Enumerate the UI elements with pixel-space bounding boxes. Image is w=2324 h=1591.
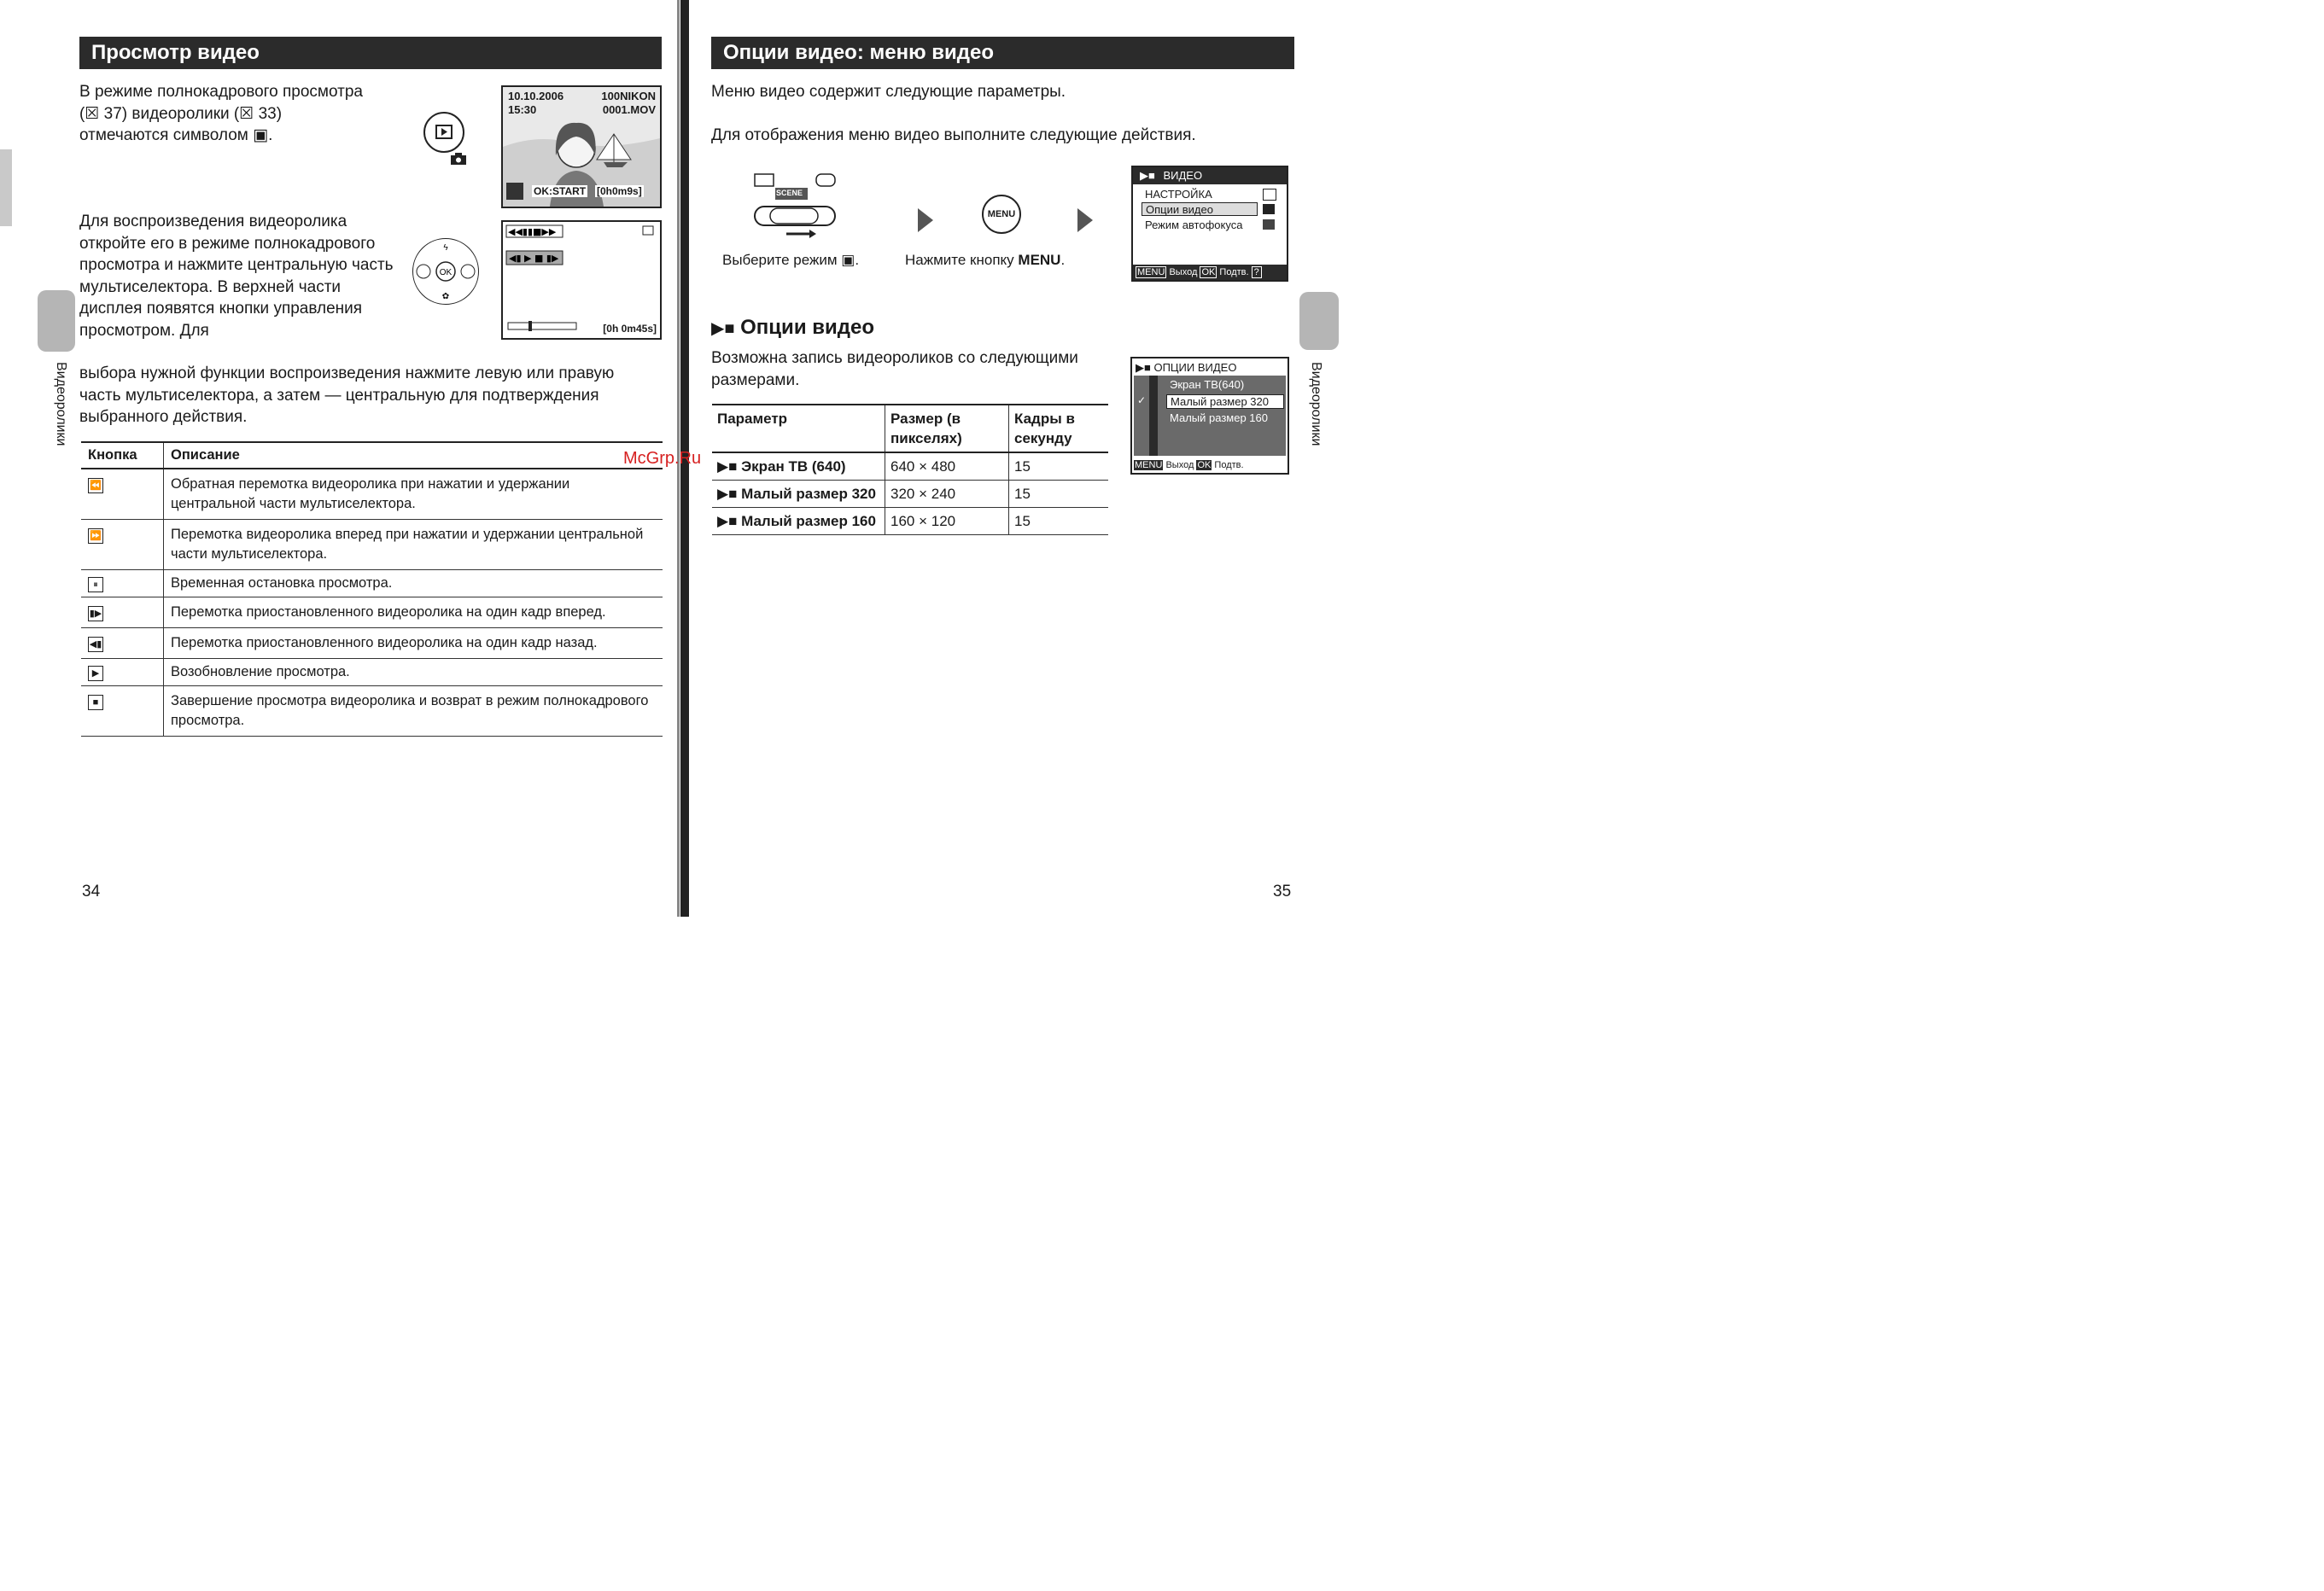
play-icon: ▶: [88, 666, 103, 681]
page-number-right: 35: [1273, 883, 1292, 900]
video-sizes-table: [712, 404, 1108, 535]
table-row: [81, 686, 663, 737]
step2-text: Нажмите кнопку: [905, 252, 1019, 268]
table-row: [712, 452, 1108, 481]
arrow-right-icon: [1076, 208, 1093, 236]
table-row: [81, 520, 663, 570]
rewind-icon: ⏪: [88, 478, 103, 493]
table-cell-fps: 15: [1009, 452, 1109, 481]
svg-text:ϟ: ϟ: [443, 243, 448, 253]
step2-caption: [905, 252, 1065, 269]
confirm-label: Подтв.: [1214, 460, 1244, 470]
lcd-date: 10.10.2006: [508, 90, 564, 102]
right-intro-1: Меню видео содержит следующие параметры.: [711, 83, 1066, 101]
menu2-title: ОПЦИИ ВИДЕО: [1153, 361, 1237, 374]
lcd-duration: [0h0m9s]: [597, 185, 642, 197]
table-cell-description: Перемотка приостановленного видеоролика на один кадр назад.: [164, 628, 663, 659]
menu1-title-bar: [1133, 167, 1287, 184]
movie-icon: ▶■: [1140, 169, 1155, 182]
stop-icon: ■: [88, 695, 103, 710]
table-row: [712, 508, 1108, 535]
menu2-item-small-320: Малый размер 320: [1166, 394, 1284, 409]
right-page-title: Опции видео: меню видео: [711, 37, 1294, 69]
lcd-fullframe-movie: [501, 85, 662, 208]
table-header-row: [81, 442, 663, 469]
table-cell-fps: 15: [1009, 508, 1109, 535]
table-header-description: Описание: [164, 442, 663, 469]
arrow-right-icon: [916, 208, 933, 236]
table-cell-description: Временная остановка просмотра.: [164, 570, 663, 597]
step2-menu-bold: MENU: [1018, 252, 1061, 268]
playback-controls-table: [81, 441, 663, 737]
confirm-label: Подтв.: [1219, 267, 1249, 277]
table-header-size: Размер (в пикселях): [885, 405, 1009, 452]
menu2-title-row: [1136, 361, 1236, 375]
frame-advance-icon: ▮▶: [88, 606, 103, 621]
lp-movie-icon: ▶■: [717, 513, 742, 529]
svg-text:✿: ✿: [441, 292, 450, 301]
fast-forward-icon: ⏩: [88, 528, 103, 544]
side-tab-right: [1299, 292, 1339, 350]
video-options-menu-screen: [1130, 357, 1289, 475]
side-label-left: Видеоролики: [54, 362, 68, 446]
table-header-button: Кнопка: [81, 442, 164, 469]
menu-button-icon: MENU: [982, 195, 1021, 234]
lcd-folder: 100NIKON: [601, 90, 656, 102]
menu-key-label: MENU: [1135, 460, 1163, 470]
right-intro-2: Для отображения меню видео выполните следующие действия.: [711, 126, 1196, 144]
exit-label: Выход: [1165, 460, 1194, 470]
table-row: [712, 481, 1108, 508]
scan-edge-mark: [0, 149, 12, 226]
left-page-title: Просмотр видео: [79, 37, 662, 69]
left-playback-text-a: Для воспроизведения видеоролика откройте его в режиме полнокадрового просмотра и нажмите центральную часть мультиселектора. В верхней части дисплея появятся кнопки управления просмотром. Для: [79, 213, 394, 340]
table-header-row: [712, 405, 1108, 452]
playback-button-icon: [423, 112, 464, 153]
lcd-playback-controls: [501, 220, 662, 340]
check-icon: ✓: [1137, 394, 1147, 406]
side-tab-left: [38, 290, 75, 352]
page-number-left: 34: [82, 883, 101, 900]
menu1-title: ВИДЕО: [1163, 169, 1203, 182]
lcd-ok-start: OK:START: [534, 185, 587, 197]
video-options-title: Опции видео: [740, 316, 874, 339]
side-label-right: Видеоролики: [1309, 362, 1323, 446]
left-intro-text: В режиме полнокадрового просмотра (☒ 37) видеоролики (☒ 33) отмечаются символом ▣.: [79, 83, 363, 144]
menu1-item-af-mode: Режим автофокуса: [1145, 219, 1243, 231]
menu2-item-small-160: Малый размер 160: [1170, 411, 1268, 424]
step2-suffix: .: [1060, 252, 1066, 268]
table-cell-param: Малый размер 160: [741, 513, 876, 529]
video-menu-screen: [1131, 166, 1288, 292]
mode-dial-illustration: [748, 172, 842, 241]
setup-icon: [1263, 189, 1276, 201]
menu2-item-tv: Экран ТВ(640): [1170, 378, 1245, 391]
table-row: [81, 659, 663, 686]
lcd-remaining-time: [0h 0m45s]: [603, 323, 657, 335]
movie-icon: ▶■: [711, 319, 735, 338]
svg-text:OK: OK: [439, 268, 453, 277]
menu-key-label: MENU: [1137, 267, 1165, 277]
table-cell-size: 160 × 120: [885, 508, 1009, 535]
menu2-footer: [1134, 459, 1244, 471]
movie-icon: ▶■: [1136, 361, 1154, 374]
table-cell-description: Перемотка приостановленного видеоролика на один кадр вперед.: [164, 597, 663, 628]
small-movie-icon: ▶■: [717, 486, 742, 502]
left-playback-text-b: выбора нужной функции воспроизведения нажмите левую или правую часть мультиселектора, а затем — центральную для подтверждения выбранного действия.: [79, 364, 615, 426]
video-options-heading: [711, 316, 874, 340]
ok-key-label: OK: [1201, 267, 1216, 277]
table-header-parameter: Параметр: [712, 405, 885, 452]
table-row: [81, 597, 663, 628]
help-label: Справка: [1133, 283, 1164, 292]
exit-label: Выход: [1169, 267, 1198, 277]
ok-key-label: OK: [1197, 460, 1212, 470]
table-cell-description: Перемотка видеоролика вперед при нажатии и удержании центральной части мультиселектора.: [164, 520, 663, 570]
table-header-fps: Кадры в секунду: [1009, 405, 1109, 452]
help-key-label: ?: [1252, 266, 1262, 278]
table-cell-description: Возобновление просмотра.: [164, 659, 663, 686]
lcd-filename: 0001.MOV: [602, 103, 656, 116]
table-row: [81, 628, 663, 659]
movie-icon: [1263, 204, 1275, 214]
video-options-text: Возможна запись видеороликов со следующими размерами.: [711, 349, 1078, 389]
table-cell-description: Завершение просмотра видеоролика и возврат в режим полнокадрового просмотра.: [164, 686, 663, 737]
menu1-item-video-options: Опции видео: [1142, 202, 1258, 216]
af-icon: [1263, 219, 1275, 230]
step1-caption: Выберите режим ▣.: [722, 252, 860, 268]
frame-rewind-icon: ◀▮: [88, 637, 103, 652]
lcd-time: 15:30: [508, 103, 537, 116]
watermark: McGrp.Ru: [623, 449, 702, 468]
table-cell-param: Экран ТВ (640): [741, 458, 846, 475]
svg-text:◀◀▮▮■▶▶: ◀◀▮▮■▶▶: [508, 226, 557, 237]
table-cell-fps: 15: [1009, 481, 1109, 508]
tv-movie-icon: ▶■: [717, 458, 742, 475]
table-cell-param: Малый размер 320: [741, 486, 876, 502]
table-cell-description: Обратная перемотка видеоролика при нажатии и удержании центральной части мультиселектора.: [164, 469, 663, 520]
menu1-footer: [1133, 265, 1287, 292]
camera-icon: [450, 152, 467, 170]
scene-label: SCENE: [776, 189, 803, 197]
svg-text:◀▮ ▶ ■ ▮▶: ◀▮ ▶ ■ ▮▶: [509, 253, 559, 264]
table-cell-size: 320 × 240: [885, 481, 1009, 508]
multiselector-icon: [412, 238, 479, 305]
table-row: [81, 469, 663, 520]
table-cell-size: 640 × 480: [885, 452, 1009, 481]
table-row: [81, 570, 663, 597]
menu1-item-setup: НАСТРОЙКА: [1145, 188, 1212, 201]
menu2-icon-column: [1149, 376, 1158, 456]
pause-icon: ⏸: [88, 577, 103, 592]
